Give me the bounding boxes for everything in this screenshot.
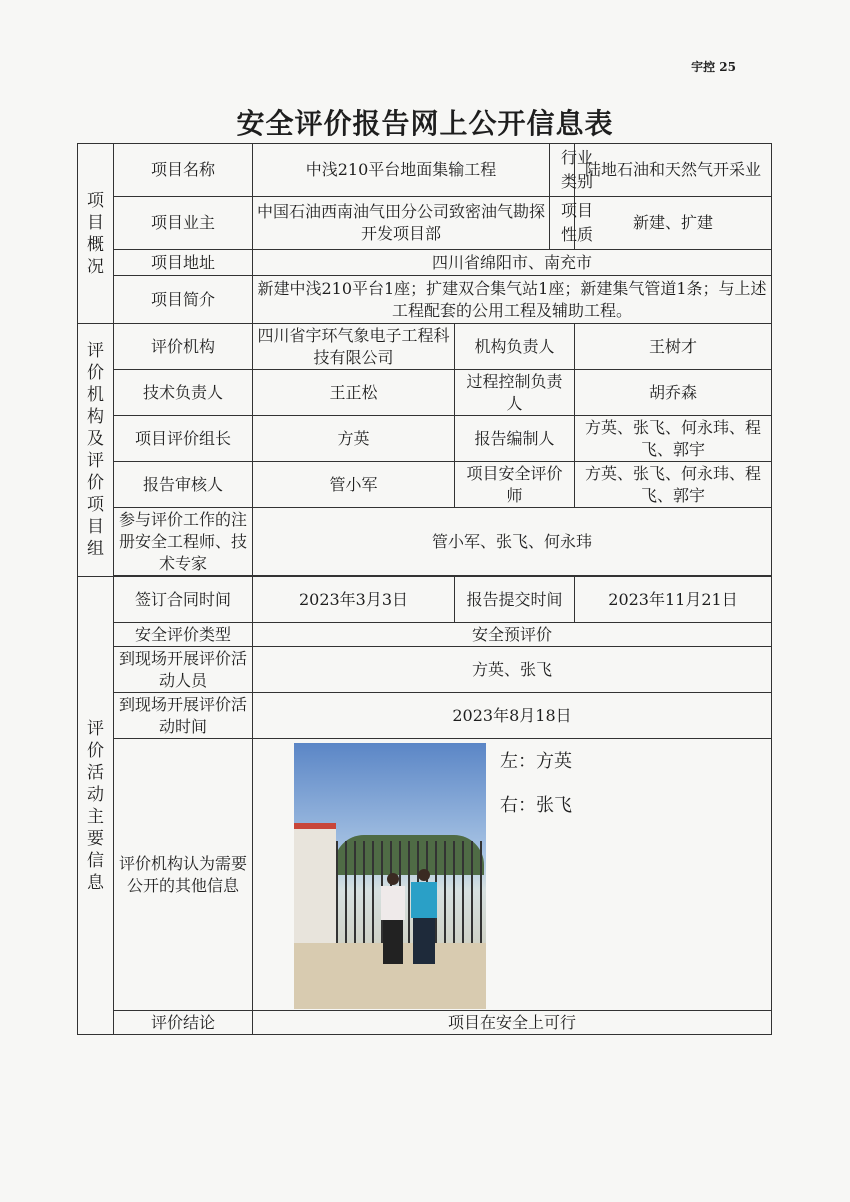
value-compiler: 方英、张飞、何永玮、程飞、郭宇 — [575, 416, 772, 462]
value-address: 四川省绵阳市、南充市 — [253, 250, 772, 276]
label-tech-head: 技术负责人 — [114, 370, 253, 416]
section-overview: 项目概况 — [78, 144, 114, 324]
site-photo — [294, 743, 486, 1009]
value-site-staff: 方英、张飞 — [253, 647, 772, 693]
label-summary: 项目简介 — [114, 276, 253, 324]
value-agency-head: 王树才 — [575, 324, 772, 370]
label-site-staff: 到现场开展评价活动人员 — [114, 647, 253, 693]
label-reviewer: 报告审核人 — [114, 462, 253, 508]
label-agency-head: 机构负责人 — [455, 324, 575, 370]
value-contract-date: 2023年3月3日 — [253, 577, 455, 623]
project-name-text: 中浅210平台地面集输工程 — [253, 144, 550, 196]
label-submit-date: 报告提交时间 — [455, 577, 575, 623]
value-agency: 四川省宇环气象电子工程科技有限公司 — [253, 324, 455, 370]
label-other-info: 评价机构认为需要公开的其他信息 — [114, 739, 253, 1011]
label-site-time: 到现场开展评价活动时间 — [114, 693, 253, 739]
value-other-info — [253, 739, 772, 1011]
photo-gate-pillar — [294, 823, 336, 947]
label-address: 项目地址 — [114, 250, 253, 276]
label-conclusion: 评价结论 — [114, 1011, 253, 1035]
value-reviewer: 管小军 — [253, 462, 455, 508]
photo-person-left — [380, 873, 406, 969]
value-owner-row — [253, 197, 593, 250]
value-tech-head: 王正松 — [253, 370, 455, 416]
label-eval-type: 安全评价类型 — [114, 623, 253, 647]
label-compiler: 报告编制人 — [455, 416, 575, 462]
label-process-head: 过程控制负责人 — [455, 370, 575, 416]
value-nature: 新建、扩建 — [575, 197, 772, 250]
value-owner: 中国石油西南油气田分公司致密油气勘探开发项目部 — [253, 197, 550, 249]
value-safety-assessor: 方英、张飞、何永玮、程飞、郭宇 — [575, 462, 772, 508]
value-industry: 陆地石油和天然气开采业 — [575, 144, 772, 197]
value-submit-date: 2023年11月21日 — [575, 577, 772, 623]
photo-caption-left: 左：方英 — [500, 751, 572, 772]
value-summary: 新建中浅210平台1座；扩建双合集气站1座；新建集气管道1条；与上述工程配套的公用工程及辅助工程。 — [253, 276, 772, 324]
value-eval-type: 安全预评价 — [253, 623, 772, 647]
value-site-time: 2023年8月18日 — [253, 693, 772, 739]
label-contract-date: 签订合同时间 — [114, 577, 253, 623]
label-nature: 项目性质 — [560, 201, 593, 244]
section-activities: 评价活动主要信息 — [78, 577, 114, 1035]
label-team-leader: 项目评价组长 — [114, 416, 253, 462]
section-agency: 评价机构及评价项目组 — [78, 324, 114, 577]
value-team-leader: 方英 — [253, 416, 455, 462]
label-industry: 行业类别 — [560, 148, 593, 191]
photo-caption-right: 右：张飞 — [500, 795, 572, 816]
label-safety-assessor: 项目安全评价师 — [455, 462, 575, 508]
value-conclusion: 项目在安全上可行 — [253, 1011, 772, 1035]
info-table — [77, 143, 772, 1035]
label-participants: 参与评价工作的注册安全工程师、技术专家 — [114, 508, 253, 576]
document-code: 宇控 25 — [691, 60, 736, 74]
value-project-name — [253, 144, 593, 197]
label-project-name: 项目名称 — [114, 144, 253, 197]
value-process-head: 胡乔森 — [575, 370, 772, 416]
photo-person-right — [410, 869, 438, 969]
value-participants: 管小军、张飞、何永玮 — [253, 508, 772, 576]
page-title: 安全评价报告网上公开信息表 — [236, 107, 614, 140]
label-agency: 评价机构 — [114, 324, 253, 370]
label-owner: 项目业主 — [114, 197, 253, 250]
